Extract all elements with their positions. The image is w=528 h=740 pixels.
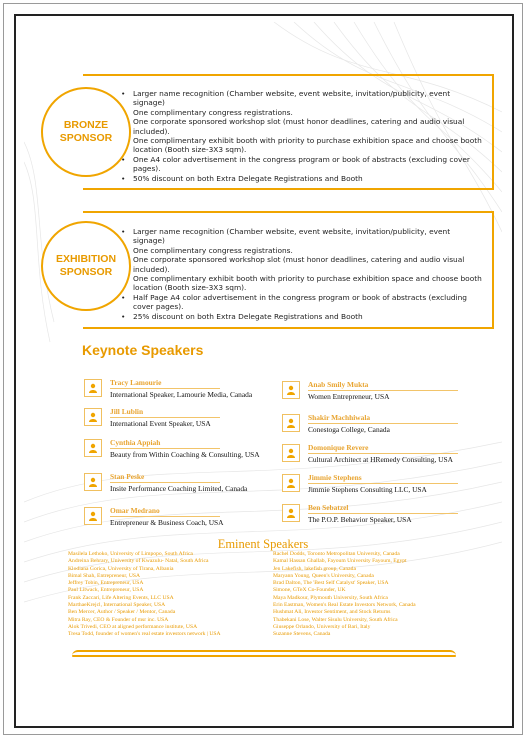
benefit-item: • Half Page A4 color advertisement in the congress program or book of abstracts (excluding cover pages). — [121, 293, 484, 312]
speaker-role: Conestoga College, Canada — [308, 425, 390, 434]
benefit-item: • 25% discount on both Extra Delegate Registrations and Booth — [121, 312, 484, 321]
person-icon — [84, 473, 102, 491]
person-icon — [282, 504, 300, 522]
speaker-divider — [110, 388, 220, 389]
speaker-name: Ben Sebatzel — [308, 503, 349, 512]
eminent-speaker: Rachel Dodds, Toronto Metropolitan University, Canada — [273, 551, 400, 557]
eminent-speaker: Thabekani Lose, Walter Sisulu University, South Africa — [273, 616, 398, 623]
benefit-item: • One corporate sponsored workshop slot (must honor deadlines, catering and audio visual included). — [121, 117, 484, 136]
speaker-role: International Event Speaker, USA — [110, 419, 211, 428]
speaker-divider — [110, 516, 220, 517]
exhibition-sponsor-benefits-box — [83, 211, 494, 329]
speaker-divider — [308, 483, 458, 484]
person-icon — [84, 408, 102, 426]
benefit-item: • One A4 color advertisement in the congress program or book of abstracts (excluding cover pages). — [121, 155, 484, 174]
person-icon — [282, 444, 300, 462]
eminent-speaker: Maya Madkour, Plymouth University, South Africa — [273, 594, 388, 601]
bronze-sponsor-benefits-box — [83, 74, 494, 190]
eminent-speaker: MarthaeKrejcl, International Speaker, USA — [68, 602, 166, 609]
speaker-role: Women Entrepreneur, USA — [308, 392, 390, 401]
speaker-divider — [308, 423, 458, 424]
speaker-role: Entrepreneur & Business Coach, USA — [110, 518, 224, 527]
speaker-name: Cynthia Appiah — [110, 438, 161, 447]
eminent-speaker: Jen Lakefish, lakefish group, Canada — [273, 565, 356, 572]
person-icon — [282, 414, 300, 432]
speaker-name: Anab Smily Mukta — [308, 380, 369, 389]
eminent-speaker: Bimal Shah, Entrepreneur, USA — [68, 572, 141, 579]
eminent-speaker: Kamal Hassan Ghallab, Fayoum University Fayoum, Egypt — [273, 558, 407, 565]
speaker-name: Jill Lublin — [110, 407, 144, 416]
speaker-role: Cultural Architect at HRemedy Consulting, USA — [308, 455, 453, 464]
eminent-speaker: Klodiana Gorica, University of Tirana, Albania — [68, 565, 174, 572]
bronze-sponsor-section — [41, 74, 496, 190]
benefit-item: • Larger name recognition (Chamber website, event website, invitation/publicity, event signage) — [121, 89, 484, 108]
eminent-speaker: Ben Mercer, Author / Speaker / Mentor, Canada — [68, 609, 176, 616]
speaker-divider — [110, 448, 220, 449]
eminent-speaker: Andreina Behrary, University of Kwazulu- Natal, South Africa — [68, 558, 209, 565]
person-icon — [84, 507, 102, 525]
person-icon — [84, 439, 102, 457]
exhibition-sponsor-badge — [41, 221, 131, 311]
person-icon — [282, 474, 300, 492]
eminent-speakers-left-list — [68, 551, 221, 639]
eminent-speaker: Tresa Todd, founder of women's real estate investors network | USA — [68, 631, 221, 638]
benefit-item: • One complimentary exhibit booth with priority to purchase exhibition space and choose booth location (Booth size-3X3 sqm). — [121, 136, 484, 155]
speaker-role: Jimmie Stephens Consulting LLC, USA — [308, 485, 427, 494]
eminent-speaker: Mitra Ray, CEO & Founder of msr inc. USA — [68, 616, 169, 623]
exhibition-sponsor-section — [41, 211, 496, 329]
speaker-name: Stan Peske — [110, 472, 145, 481]
benefit-item: • One corporate sponsored workshop slot (must honor deadlines, catering and audio visual included). — [121, 255, 484, 274]
eminent-speaker: Frank Zaccari, Life Altering Events, LLC USA — [68, 594, 174, 601]
bronze-sponsor-badge — [41, 87, 131, 177]
eminent-speakers-heading: Eminent Speakers — [217, 537, 309, 551]
benefit-item: • 50% discount on both Extra Delegate Registrations and Booth — [121, 174, 484, 183]
eminent-speaker: Alok Trivedi, CEO at aligned performance institute, USA — [68, 623, 198, 630]
eminent-speaker: Giuseppe Orlando, University of Bari, Italy — [273, 623, 371, 630]
speaker-divider — [110, 417, 220, 418]
speaker-role: Beauty from Within Coaching & Consulting, USA — [110, 450, 260, 459]
keynote-speakers-heading: Keynote Speakers — [82, 342, 204, 358]
speaker-divider — [308, 513, 458, 514]
eminent-speaker: Brad Dalton, The 'Best Self Catalyst' Speaker, USA — [273, 580, 389, 587]
eminent-speakers-right-list — [273, 551, 416, 639]
speaker-role: The P.O.P. Behavior Speaker, USA — [308, 515, 412, 524]
eminent-speaker: Jeffrey Tobin, Entrepreneur, USA — [68, 580, 144, 587]
bronze-sponsor-title: BRONZE SPONSOR — [59, 118, 113, 144]
speaker-role: Insite Performance Coaching Limited, Canada — [110, 484, 248, 493]
benefit-item: • One complimentary congress registrations. — [121, 246, 484, 255]
eminent-speaker: Suzanne Stevens, Canada — [273, 631, 331, 638]
benefit-item: • One complimentary exhibit booth with priority to purchase exhibition space and choose booth location (Booth size-3X3 sqm). — [121, 274, 484, 293]
eminent-speaker: Hushmat Ali, Investor Sentiment, and Stock Returns — [273, 609, 391, 616]
eminent-speaker: Masilela Lethoko, University of Limpopo, South Africa — [68, 551, 193, 557]
eminent-speaker: Paul Litwack, Entrepreneur, USA — [68, 587, 144, 594]
document-page — [24, 22, 502, 720]
speaker-name: Omar Medrano — [110, 506, 160, 515]
speaker-name: Jimmie Stephens — [308, 473, 362, 482]
speaker-name: Domonique Revere — [308, 443, 369, 452]
person-icon — [282, 381, 300, 399]
exhibition-sponsor-title: EXHIBITION SPONSOR — [55, 252, 117, 278]
speaker-divider — [308, 390, 458, 391]
speaker-name: Shakir Machhiwala — [308, 413, 371, 422]
eminent-speaker: Simone, GTeX Co-Founder, UK — [273, 587, 346, 594]
bottom-accent-bar — [72, 650, 456, 658]
benefit-item: • One complimentary congress registrations. — [121, 108, 484, 117]
person-icon — [84, 379, 102, 397]
speaker-divider — [110, 482, 220, 483]
speaker-name: Tracy Lamourie — [110, 378, 162, 387]
eminent-speaker: Maryann Young, Queen's University, Canada — [273, 572, 374, 579]
speaker-divider — [308, 453, 458, 454]
speaker-role: International Speaker, Lamourie Media, Canada — [110, 390, 253, 399]
benefit-item: • Larger name recognition (Chamber website, event website, invitation/publicity, event signage) — [121, 227, 484, 246]
eminent-speaker: Erin Eastman, Women's Real Estate Investors Network, Canada — [273, 602, 416, 609]
